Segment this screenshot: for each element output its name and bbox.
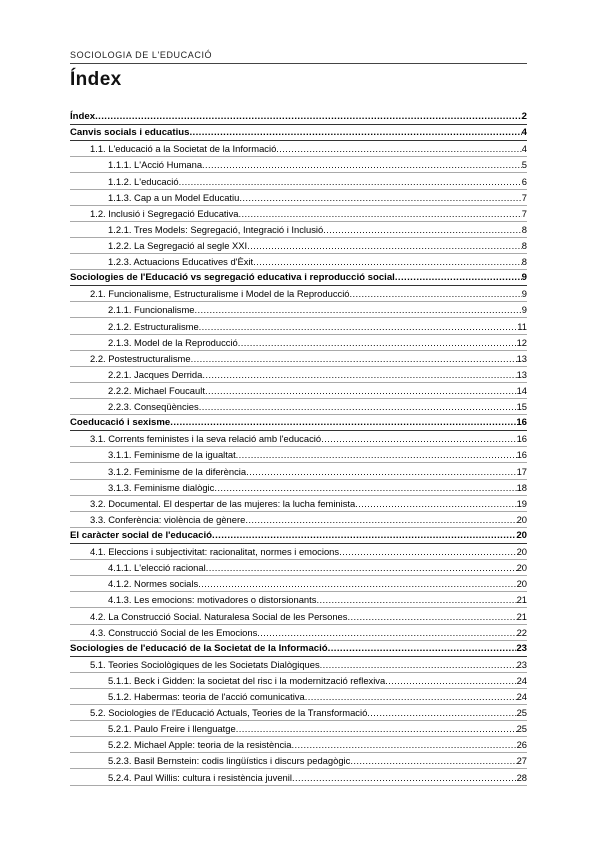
toc-entry-page-number: 12 (516, 336, 527, 348)
toc-entry[interactable] (70, 673, 527, 689)
toc-entry-page-number: 26 (516, 739, 527, 751)
toc-entry-page-number: 6 (521, 175, 527, 187)
toc-dot-leader (189, 127, 521, 140)
toc-entry-page-number: 2 (521, 111, 527, 123)
toc-entry-label: 1.1.3. Cap a un Model Educatiu (108, 191, 240, 203)
toc-dot-leader (291, 739, 516, 752)
toc-entry-label: 3.1.1. Feminisme de la igualtat (108, 449, 236, 461)
toc-entry[interactable] (70, 286, 527, 302)
toc-entry-label: 4.2. La Construcció Social. Naturalesa Social de les Persones (90, 610, 348, 622)
toc-entry-label: 4.1.2. Normes socials (108, 578, 199, 590)
toc-entry[interactable] (70, 447, 527, 463)
toc-dot-leader (257, 627, 516, 640)
toc-dot-leader (253, 256, 522, 269)
toc-entry-label: 2.2.2. Michael Foucault (108, 384, 205, 396)
toc-entry-page-number: 8 (521, 256, 527, 268)
toc-entry-label: 2.2.3. Conseqüències (108, 401, 199, 413)
toc-entry-label: 2.1.3. Model de la Reproducció (108, 336, 238, 348)
toc-entry[interactable] (70, 431, 527, 447)
toc-entry[interactable] (70, 399, 527, 415)
toc-entry[interactable] (70, 367, 527, 383)
toc-entry-page-number: 20 (516, 513, 527, 525)
page-title: Índex (70, 69, 122, 90)
toc-dot-leader (199, 401, 517, 414)
toc-entry-label: 4.1.3. Les emocions: motivadores o distorsionants (108, 594, 317, 606)
toc-entry-page-number: 24 (516, 674, 527, 686)
toc-entry-label: 3.1. Corrents feministes i la seva relació amb l'educació (90, 433, 322, 445)
table-of-contents (70, 109, 527, 786)
toc-entry[interactable] (70, 157, 527, 173)
toc-dot-leader (321, 433, 517, 446)
toc-entry[interactable] (70, 689, 527, 705)
toc-dot-leader (350, 755, 516, 768)
toc-entry-label: 1.1. L'educació a la Societat de la Informació (90, 143, 277, 155)
toc-entry[interactable] (70, 480, 527, 496)
toc-entry-page-number: 16 (516, 449, 527, 461)
toc-entry-label: Índex (70, 111, 96, 123)
toc-entry-page-number: 20 (516, 529, 527, 541)
toc-entry-label: 5.2.3. Basil Bernstein: codis lingüístics i discurs pedagògic (108, 755, 351, 767)
toc-entry-page-number: 19 (516, 497, 527, 509)
toc-entry-page-number: 4 (521, 143, 527, 155)
toc-entry-page-number: 20 (516, 546, 527, 558)
toc-entry-page-number: 16 (516, 417, 527, 429)
toc-entry-label: 1.2. Inclusió i Segregació Educativa (90, 207, 239, 219)
toc-dot-leader (206, 562, 517, 575)
toc-entry-label: Canvis socials i educatius (70, 127, 190, 139)
toc-entry[interactable] (70, 641, 527, 657)
toc-entry[interactable] (70, 270, 527, 286)
toc-entry-label: 2.1.1. Funcionalisme (108, 304, 195, 316)
toc-dot-leader (350, 288, 522, 301)
toc-entry-label: 5.1.1. Beck i Gidden: la societat del risc i la modernització reflexiva (108, 674, 386, 686)
toc-entry-label: 3.1.2. Feminisme de la diferència (108, 465, 247, 477)
toc-dot-leader (199, 321, 518, 334)
toc-dot-leader (395, 272, 522, 285)
toc-entry-label: 3.2. Documental. El despertar de las mujeres: la lucha feminista (90, 497, 356, 509)
toc-entry[interactable] (70, 335, 527, 351)
toc-entry-label: 5.2.2. Michael Apple: teoria de la resistència (108, 739, 292, 751)
toc-entry-page-number: 21 (516, 594, 527, 606)
toc-entry-label: 3.1.3. Feminisme dialògic (108, 481, 215, 493)
toc-entry-label: 5.2.4. Paul Willis: cultura i resistència juvenil (108, 771, 292, 783)
toc-entry-page-number: 9 (521, 304, 527, 316)
toc-entry[interactable] (70, 206, 527, 222)
toc-entry-label: 3.3. Conferència: violència de gènere (90, 513, 246, 525)
toc-dot-leader (195, 304, 522, 317)
toc-entry-page-number: 18 (516, 481, 527, 493)
toc-entry[interactable] (70, 528, 527, 544)
toc-entry-label: 1.2.1. Tres Models: Segregació, Integració i Inclusió (108, 223, 324, 235)
toc-entry[interactable] (70, 125, 527, 141)
toc-entry-page-number: 15 (516, 401, 527, 413)
toc-entry[interactable] (70, 496, 527, 512)
toc-entry-label: 1.2.3. Actuacions Educatives d'Èxit (108, 256, 254, 268)
toc-entry-page-number: 13 (516, 352, 527, 364)
toc-entry-page-number: 27 (516, 755, 527, 767)
toc-entry-page-number: 7 (521, 207, 527, 219)
toc-entry-label: 5.2. Sociologies de l'Educació Actuals, Teories de la Transformació (90, 707, 368, 719)
toc-dot-leader (316, 594, 516, 607)
toc-entry-label: 1.1.1. L'Acció Humana (108, 159, 203, 171)
toc-entry[interactable] (70, 576, 527, 592)
toc-entry-page-number: 9 (521, 288, 527, 300)
toc-dot-leader (191, 353, 517, 366)
running-header: SOCIOLOGIA DE L'EDUCACIÓ (70, 50, 213, 60)
toc-dot-leader (276, 143, 522, 156)
toc-entry[interactable] (70, 463, 527, 479)
toc-entry-page-number: 23 (516, 658, 527, 670)
toc-entry[interactable] (70, 109, 527, 125)
toc-entry-page-number: 20 (516, 562, 527, 574)
toc-entry-label: Sociologies de l'Educació vs segregació educativa i reproducció social (70, 272, 395, 284)
toc-dot-leader (247, 240, 522, 253)
toc-dot-leader (385, 675, 516, 688)
toc-entry-page-number: 5 (521, 159, 527, 171)
toc-dot-leader (239, 192, 521, 205)
toc-entry-label: El caràcter social de l'educació (70, 529, 212, 541)
toc-dot-leader (323, 224, 522, 237)
toc-entry[interactable] (70, 544, 527, 560)
toc-entry[interactable] (70, 625, 527, 641)
toc-dot-leader (245, 514, 516, 527)
toc-entry-page-number: 4 (521, 127, 527, 139)
toc-entry-label: 2.2.1. Jacques Derrida (108, 368, 203, 380)
toc-entry-label: 2.1.2. Estructuralisme (108, 320, 199, 332)
toc-dot-leader (198, 578, 516, 591)
toc-entry-page-number: 16 (516, 433, 527, 445)
toc-entry[interactable] (70, 608, 527, 624)
toc-dot-leader (170, 417, 516, 430)
toc-entry[interactable] (70, 769, 527, 785)
toc-dot-leader (236, 723, 517, 736)
toc-entry[interactable] (70, 415, 527, 431)
toc-dot-leader (305, 691, 517, 704)
toc-entry[interactable] (70, 351, 527, 367)
toc-entry-page-number: 25 (516, 707, 527, 719)
toc-entry-page-number: 7 (521, 191, 527, 203)
toc-entry-label: Sociologies de l'educació de la Societat de la Informació (70, 642, 328, 654)
toc-entry[interactable] (70, 657, 527, 673)
toc-entry-label: 5.2.1. Paulo Freire i llenguatge (108, 723, 236, 735)
toc-entry-page-number: 21 (516, 610, 527, 622)
toc-entry-page-number: 24 (516, 691, 527, 703)
toc-dot-leader (95, 111, 522, 124)
toc-dot-leader (238, 337, 517, 350)
toc-dot-leader (214, 482, 516, 495)
toc-entry[interactable] (70, 141, 527, 157)
toc-entry-label: Coeducació i sexisme (70, 417, 171, 429)
toc-dot-leader (246, 466, 516, 479)
toc-entry[interactable] (70, 302, 527, 318)
toc-dot-leader (292, 772, 517, 785)
toc-entry-label: 4.1. Eleccions i subjectivitat: racionalitat, normes i emocions (90, 546, 340, 558)
toc-entry-page-number: 11 (517, 320, 527, 332)
toc-entry-page-number: 9 (521, 272, 527, 284)
toc-entry-page-number: 20 (516, 578, 527, 590)
toc-entry-label: 5.1. Teories Sociològiques de les Societats Dialògiques (90, 658, 320, 670)
toc-dot-leader (347, 611, 516, 624)
toc-entry-page-number: 14 (516, 384, 527, 396)
toc-entry-page-number: 25 (516, 723, 527, 735)
toc-entry-page-number: 17 (516, 465, 527, 477)
toc-dot-leader (179, 176, 522, 189)
toc-entry-page-number: 28 (516, 771, 527, 783)
toc-entry-label: 4.3. Construcció Social de les Emocions (90, 626, 258, 638)
toc-entry-label: 5.1.2. Habermas: teoria de l'acció comunicativa (108, 691, 305, 703)
toc-entry-label: 1.1.2. L'educació (108, 175, 179, 187)
toc-entry-label: 4.1.1. L'elecció racional (108, 562, 206, 574)
toc-entry[interactable] (70, 560, 527, 576)
toc-entry[interactable] (70, 721, 527, 737)
toc-entry[interactable] (70, 512, 527, 528)
toc-entry-label: 2.2. Postestructuralisme (90, 352, 191, 364)
toc-entry-label: 2.1. Funcionalisme, Estructuralisme i Model de la Reproducció (90, 288, 350, 300)
toc-entry-page-number: 8 (521, 239, 527, 251)
toc-entry[interactable] (70, 383, 527, 399)
toc-dot-leader (239, 208, 522, 221)
toc-entry[interactable] (70, 737, 527, 753)
toc-dot-leader (236, 449, 517, 462)
toc-dot-leader (367, 707, 516, 720)
toc-dot-leader (320, 659, 517, 672)
toc-entry-page-number: 22 (516, 626, 527, 638)
toc-entry[interactable] (70, 592, 527, 608)
toc-entry[interactable] (70, 753, 527, 769)
toc-entry-page-number: 13 (516, 368, 527, 380)
header-divider (70, 63, 527, 64)
toc-entry-page-number: 8 (521, 223, 527, 235)
toc-dot-leader (205, 385, 517, 398)
toc-dot-leader (339, 546, 516, 559)
toc-entry[interactable] (70, 318, 527, 334)
toc-entry-label: 1.2.2. La Segregació al segle XXI (108, 239, 248, 251)
toc-entry[interactable] (70, 222, 527, 238)
toc-entry[interactable] (70, 705, 527, 721)
toc-entry[interactable] (70, 238, 527, 254)
toc-entry[interactable] (70, 254, 527, 270)
toc-entry[interactable] (70, 190, 527, 206)
toc-dot-leader (202, 159, 522, 172)
toc-dot-leader (212, 530, 516, 543)
toc-entry-page-number: 23 (516, 642, 527, 654)
toc-dot-leader (355, 498, 516, 511)
toc-dot-leader (202, 369, 516, 382)
toc-dot-leader (328, 643, 517, 656)
toc-entry[interactable] (70, 173, 527, 189)
